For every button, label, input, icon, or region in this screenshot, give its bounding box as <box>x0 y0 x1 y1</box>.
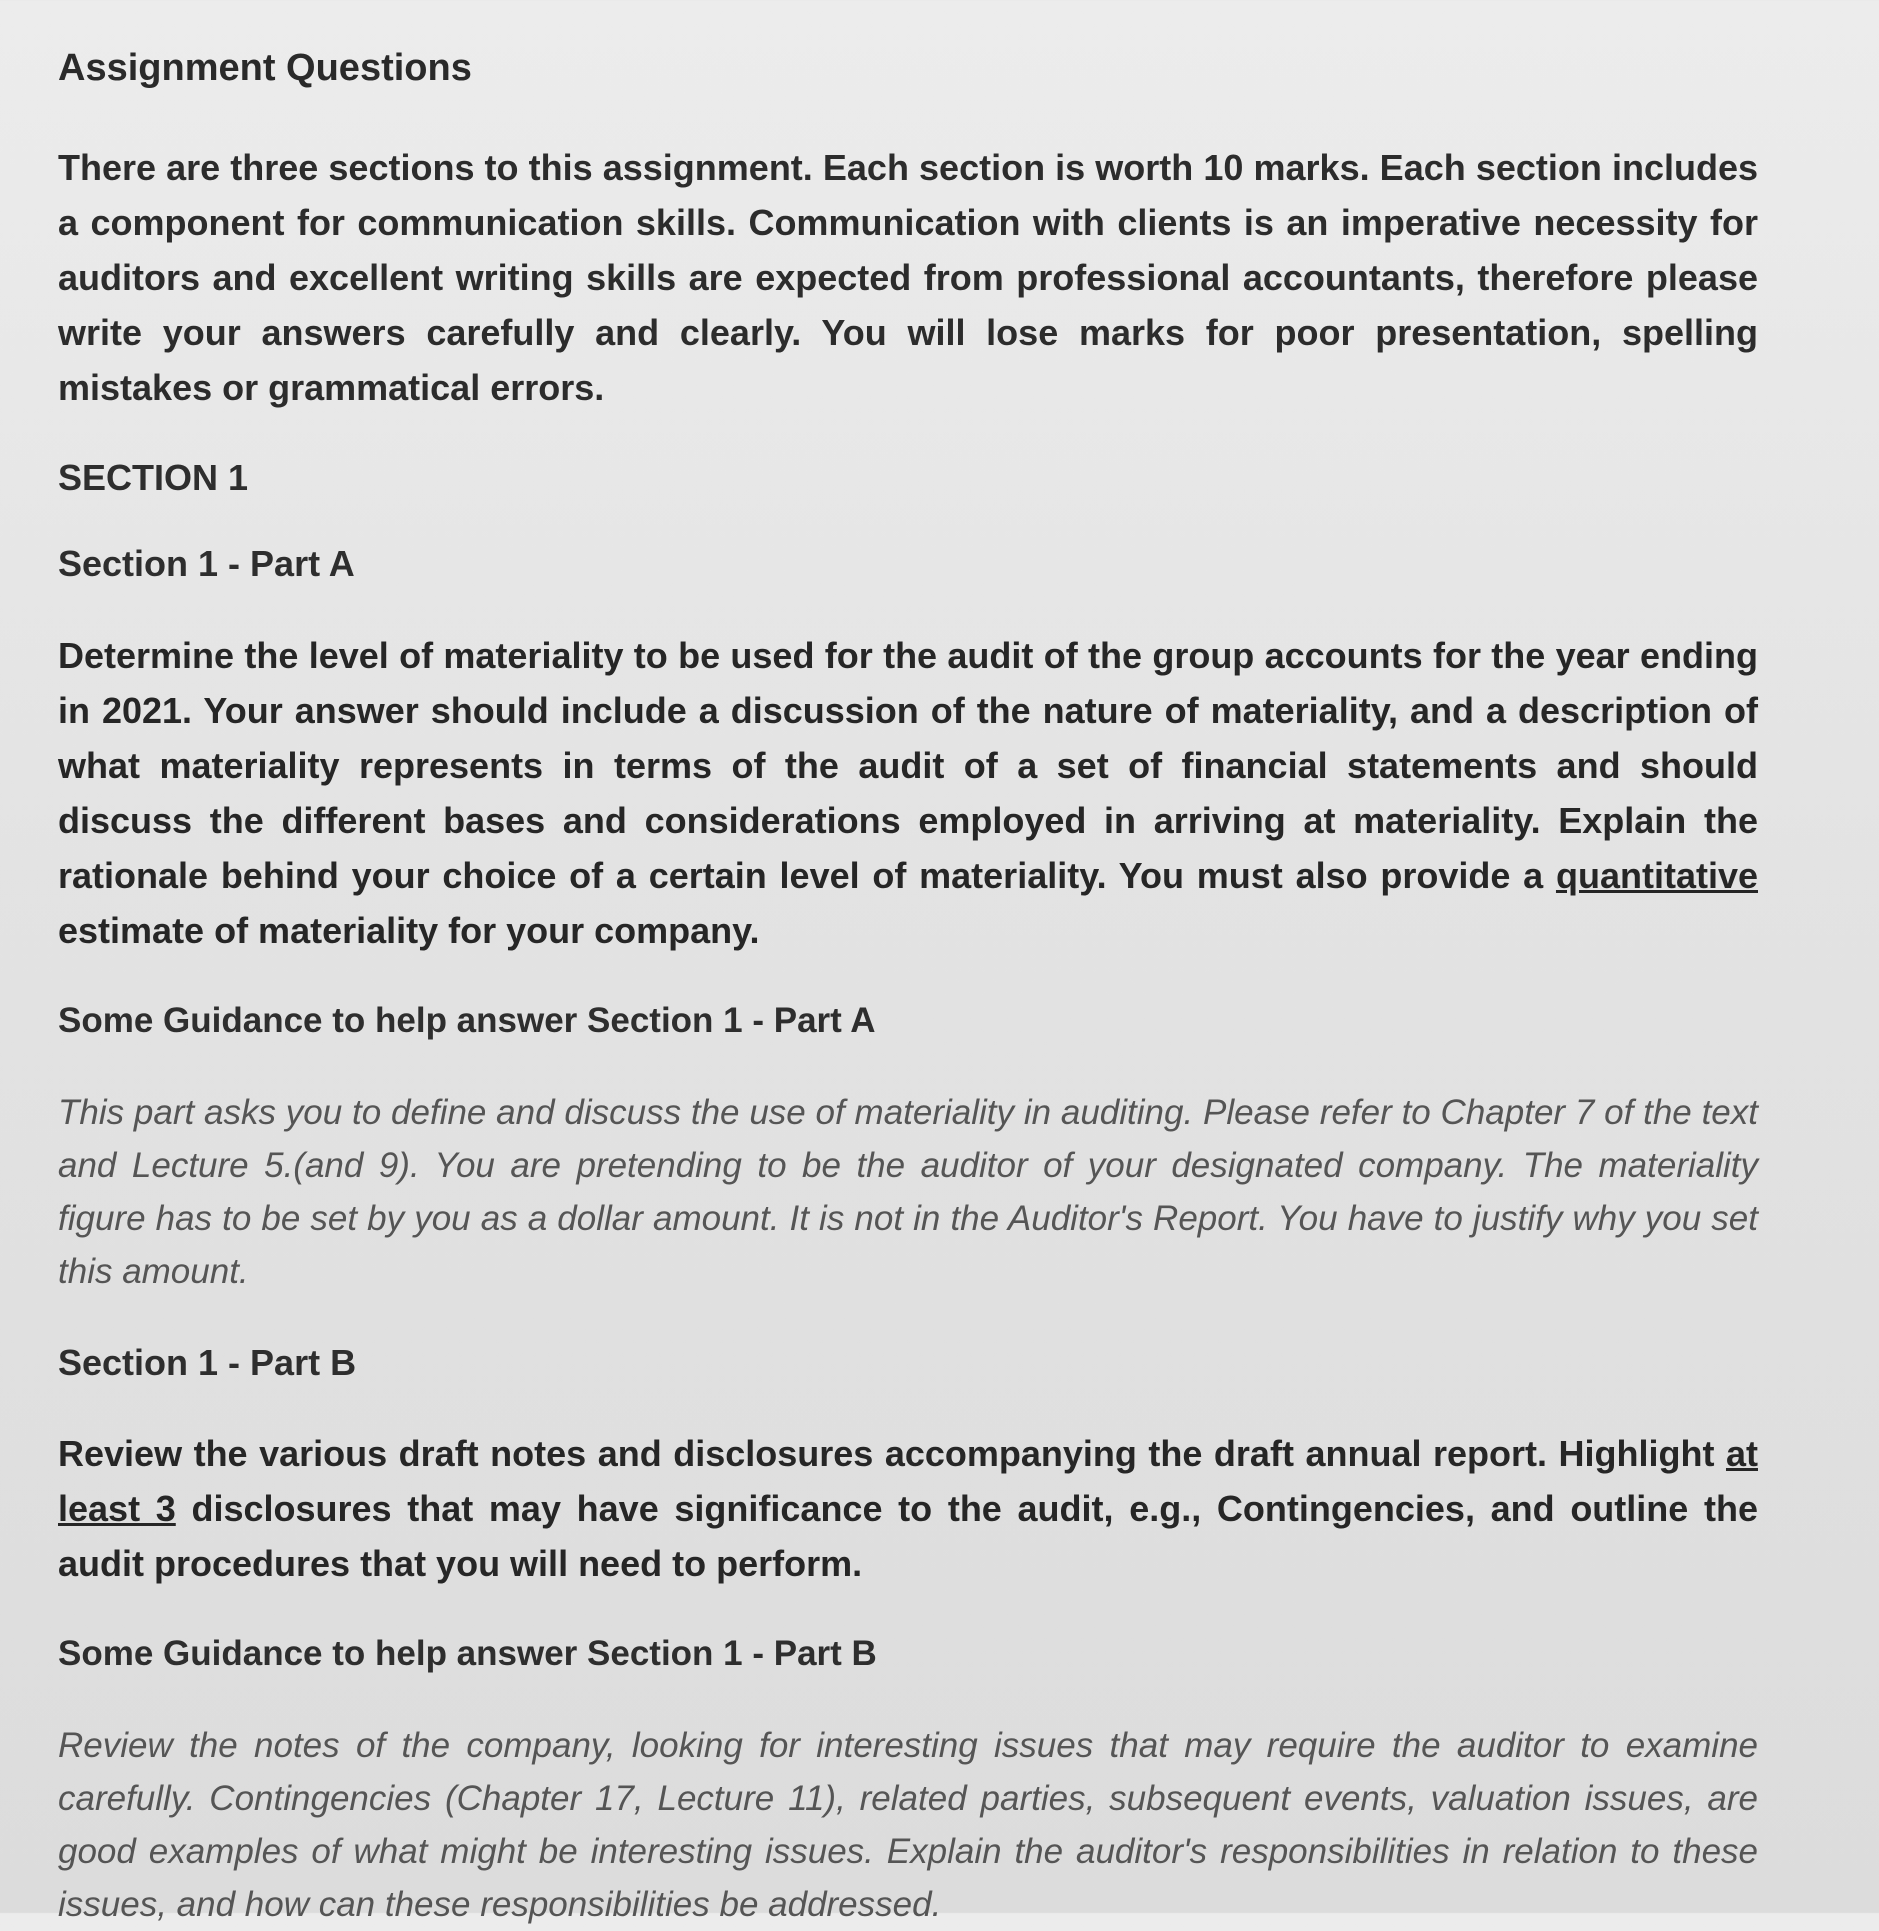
part-b-text-before: Review the various draft notes and disclosures accompanying the draft annual report. Highlight <box>58 1433 1726 1475</box>
part-a-guidance-heading: Some Guidance to help answer Section 1 - Part A <box>58 1001 876 1041</box>
part-a-underlined-text: quantitative <box>1555 855 1758 897</box>
section-1-heading: SECTION 1 <box>58 456 249 498</box>
part-a-text-after: estimate of materiality for your company. <box>58 910 760 952</box>
part-a-heading: Section 1 - Part A <box>58 543 355 585</box>
document-title: Assignment Questions <box>58 47 472 89</box>
part-b-underlined-text: at least 3 <box>58 1433 1758 1530</box>
part-b-guidance: Review the notes of the company, looking for interesting issues that may require the auditor to examine carefully. Contingencies (Chapter 17, Lecture 11), related parties, subsequent events, valuation issues, are good examples of what might be interesting issues. Explain the auditor's responsibilities in relation to these issues, and how can these responsibilities be addressed. <box>58 1725 1758 1924</box>
part-a-guidance: This part asks you to define and discuss the use of materiality in auditing. Please refer to Chapter 7 of the text and Lecture 5.(and 9). You are pretending to be the auditor of your designated company. The materiality figure has to be set by you as a dollar amount. It is not in the Auditor's Report. You have to justify why you set this amount. <box>58 1092 1758 1291</box>
part-b-question <box>58 1426 1758 1591</box>
intro-paragraph: There are three sections to this assignment. Each section is worth 10 marks. Each section includes a component for communication skills. Communication with clients is an imperative necessity for auditors and excellent writing skills are expected from professional accountants, therefore please write your answers carefully and clearly. You will lose marks for poor presentation, spelling mistakes or grammatical errors. <box>58 146 1758 408</box>
part-a-question <box>58 628 1758 958</box>
part-b-guidance-heading: Some Guidance to help answer Section 1 - Part B <box>58 1634 877 1674</box>
part-a-text-before: Determine the level of materiality to be used for the audit of the group accounts for the year ending in 2021. Your answer should include a discussion of the nature of materiality, and a description of what materiality represents in terms of the audit of a set of financial statements and should discuss the different bases and considerations employed in arriving at materiality. Explain the rationale behind your choice of a certain level of materiality. You must also provide a <box>58 635 1758 897</box>
document-page <box>58 46 1758 1924</box>
part-b-heading: Section 1 - Part B <box>58 1341 357 1383</box>
part-b-text-after: disclosures that may have significance to the audit, e.g., Contingencies, and outline the audit procedures that you will need to perform. <box>58 1488 1758 1585</box>
